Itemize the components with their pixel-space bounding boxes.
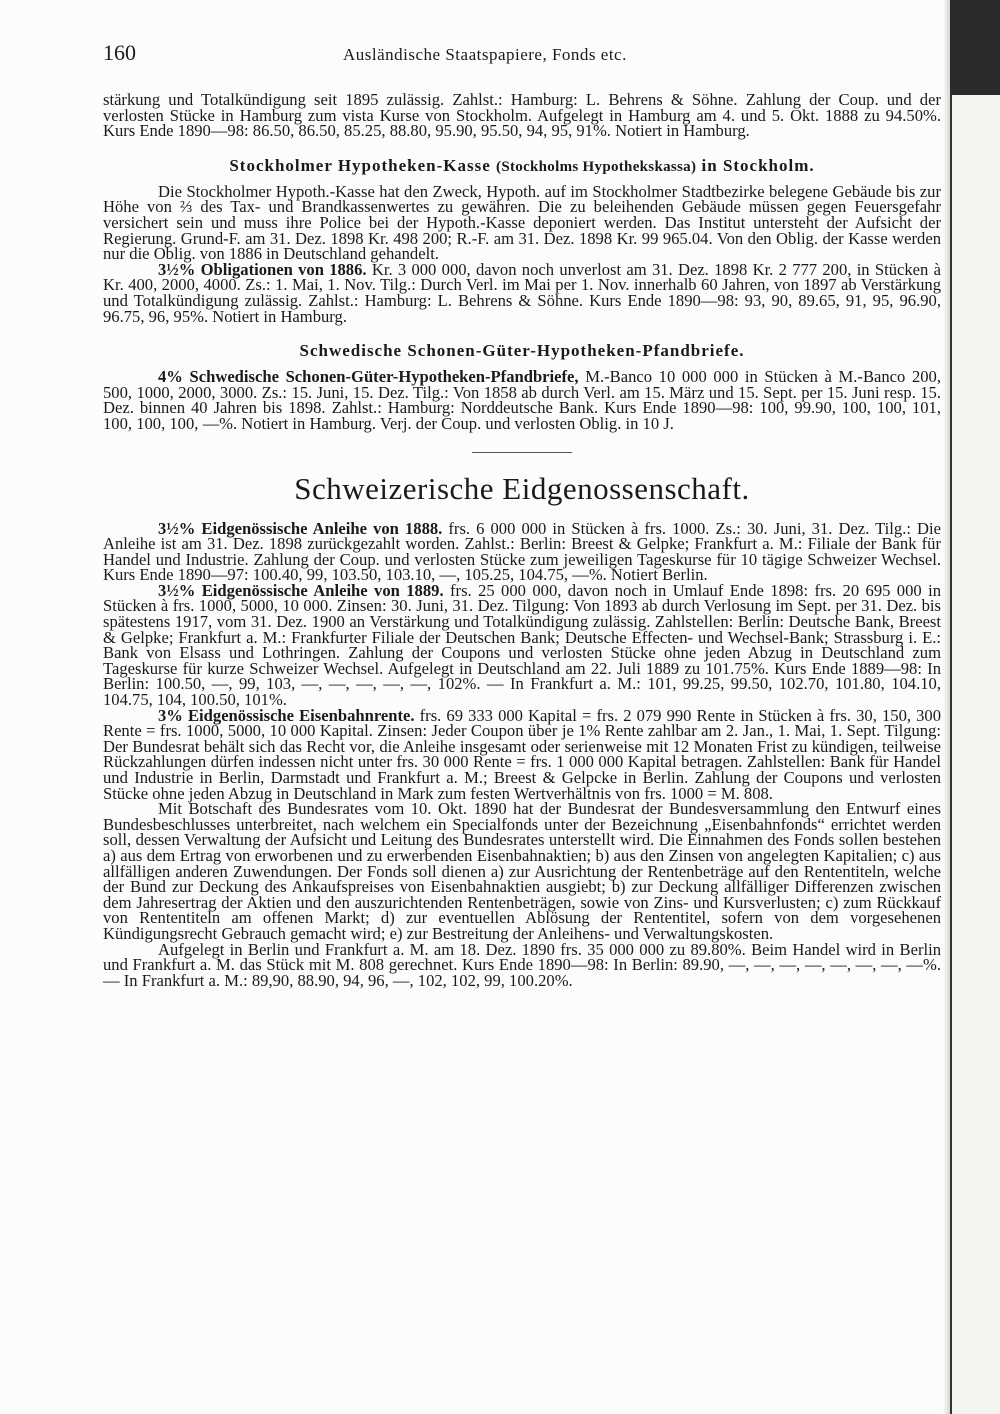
stockholm-obligations <box>103 259 941 326</box>
page-header <box>103 40 941 80</box>
section-title-stockholm <box>103 156 941 176</box>
page-fold-shadow <box>943 0 950 1414</box>
title-end: in Stockholm. <box>701 155 815 175</box>
swiss-railway-fund: Mit Botschaft des Bundesrates vom 10. Okt. 1890 hat der Bundesrat der Bundesversammlung den Entwurf eines Bundesbeschlusses unterbreitet, nach welchem ein Specialfonds unter der Bezeichnung „Eisenbahnfonds“ errichtet werden soll, dessen Verwaltung der Aufsicht und Leitung des Bundesrates unterstellt wird. Die Einnahmen des Fonds sollen bestehen a) aus dem Ertrag von erworbenen und zu erwerbenden Eisenbahnaktien; b) aus den Zinsen von angelegten Kapitalien; c) aus allfälligen anderen Zuwendungen. Der Fonds soll dienen a) zur Ausrichtung der Rentenbeträge auf den Rententiteln, welche der Bund zur Deckung des Ankaufspreises von Eisenbahnaktien ausgiebt; b) zur Deckung allfälliger Differenzen zwischen dem Jahresertrag der Aktien und den auszurichtenden Rentenbeträgen, sowie von Zins- und Kursverlusten; c) zum Rückkauf von Rententiteln am offenen Markt; d) zur eventuellen Ablösung der Rententitel, sofern von dem vorgesehenen Kündigungsrecht Gebrauch gemacht wird; e) zur Bestreitung der Anleihens- und Verwaltungskosten. <box>103 799 941 943</box>
swiss-railway-rent <box>103 705 941 803</box>
main-column <box>103 40 941 988</box>
running-head: Ausländische Staatspapiere, Fonds etc. <box>343 45 627 64</box>
bond-text: frs. 69 333 000 Kapital = frs. 2 079 990 Rente in Stücken à frs. 30, 150, 300 Rente = frs. 1000, 5000, 10 000 Kapital. Zinsen: Jeder Coupon über je 1% Rente zahlbar am 2. Jan., 1. Mai, 1. Sept. Tilgung: Der Bundesrat behält sich das Recht vor, die Anleihe insgesamt oder serienweise mit 12 Monaten Frist zu kündigen, teilweise Rückzahlungen dürfen indessen nicht unter frs. 30 000 Rente = frs. 1 000 000 Kapital betragen. Zahlstellen: Bank für Handel und Industrie in Berlin, Darmstadt und Frankfurt a. M.; Breest & Gelpcke in Berlin. Zahlung der Coupons und verlosten Stücke ohne jeden Abzug in Deutschland in Mark zum festen Wertverhältnis von frs. 1000 = M. 808. <box>103 705 941 803</box>
title-sub: (Stockholms Hypothekskassa) <box>496 158 697 175</box>
swiss-loan-1888 <box>103 518 941 585</box>
bond-text: M.-Banco 10 000 000 in Stücken à M.-Banco 200, 500, 1000, 2000, 3000. Zs.: 15. Juni, 15. Dez. Tilg.: Von 1858 ab durch Verl. am 15. März und 15. Sept. per 15. Juni resp. 15. Dez. binnen 40 Jahren bis 1898. Zahlst.: Hamburg: Norddeutsche Bank. Kurs Ende 1890—98: 100, 99.90, 100, 100, 101, 100, 100, 100, —%. Notiert in Hamburg. Verj. der Coup. und verlosten Oblig. in 10 J. <box>103 367 941 433</box>
chapter-title: Schweizerische Eidgenossenschaft. <box>294 470 750 506</box>
bond-text: frs. 25 000 000, davon noch in Umlauf Ende 1898: frs. 20 695 000 in Stücken à frs. 1000, 5000, 10 000. Zinsen: 30. Juni, 31. Dez. Tilgung: Von 1893 ab durch Verlosung im Sept. per 31. Dez. bis spätestens 1917, vom 31. Dez. 1900 an Verstärkung und Totalkündigung zulässig. Zahlstellen: Berlin: Deutsche Bank, Breest & Gelpke; Frankfurt a. M.: Frankfurter Filiale der Deutschen Bank; Deutsche Effecten- und Wechsel-Bank; Strassburg i. E.: Bank von Elsass und Lothringen. Zahlung der Coupons und verlosten Stücke ohne jeden Abzug in Deutschland zum Tageskurse für kurze Schweizer Wechsel. Aufgelegt in Deutschland am 22. Juli 1889 zu 101.75%. Kurs Ende 1889—98: In Berlin: 100.50, —, 99, 103, —, —, —, —, —, 102%. — In Frankfurt a. M.: 101, 99.25, 99.50, 102.70, 101.80, 104.10, 104.75, 104, 100.50, 101%. <box>103 580 942 710</box>
bond-heading: 4% Schwedische Schonen-Güter-Hypotheken-Pfandbriefe, <box>158 367 579 387</box>
bond-heading: 3% Eidgenössische Eisenbahnrente. <box>158 705 415 725</box>
title-main: Stockholmer Hypotheken-Kasse <box>229 155 491 175</box>
adjacent-page-strip <box>950 95 1000 1414</box>
page-number: 160 <box>103 40 136 65</box>
section-divider <box>472 452 572 453</box>
bond-heading: 3½% Obligationen von 1886. <box>158 259 367 279</box>
scan-edge-top <box>945 0 1000 95</box>
section-title-schonen <box>103 341 941 361</box>
bond-text: Kr. 3 000 000, davon noch unverlost am 31. Dez. 1898 Kr. 2 777 200, in Stücken à Kr. 400, 2000, 4000. Zs.: 1. Mai, 1. Nov. Tilg.: Durch Verl. im Mai per 1. Nov. innerhalb 60 Jahren, von 1897 ab Verstärkung und Totalkündigung zulässig. Zahlst.: Hamburg: L. Behrens & Söhne. Kurs Ende 1890—98: 93, 90, 89.65, 91, 95, 96.90, 96.75, 96, 95%. Notiert in Hamburg. <box>103 259 941 326</box>
stockholm-paragraph: Die Stockholmer Hypoth.-Kasse hat den Zweck, Hypoth. auf im Stockholmer Stadtbezirke belegene Gebäude bis zur Höhe von ⅔ des Tax- und Brandkassenwertes zu gewähren. Die zu beleihenden Gebäude müssen gegen Feuersgefahr versichert sein und muss ihre Police bei der Hypoth.-Kasse deponiert werden. Das Institut untersteht der Aufsicht der Regierung. Grund-F. am 31. Dez. 1898 Kr. 498 200; R.-F. am 31. Dez. 1898 Kr. 99 965.04. Von den Oblig. der Kasse werden nur die Oblig. von 1886 in Deutschland gehandelt. <box>103 181 941 264</box>
bond-heading: 3½% Eidgenössische Anleihe von 1888. <box>158 518 443 538</box>
swiss-railway-issue: Aufgelegt in Berlin und Frankfurt a. M. am 18. Dez. 1890 frs. 35 000 000 zu 89.80%. Beim Handel wird in Berlin und Frankfurt a. M. das Stück mit M. 808 gerechnet. Kurs Ende 1890—98: In Berlin: 89.90, —, —, —, —, —, —, —, —%. — In Frankfurt a. M.: 89,90, 88.90, 94, 96, —, 102, 102, 99, 100.20%. <box>103 939 941 990</box>
bond-heading: 3½% Eidgenössische Anleihe von 1889. <box>158 580 444 600</box>
intro-paragraph: stärkung und Totalkündigung seit 1895 zulässig. Zahlst.: Hamburg: L. Behrens & Söhne. Zahlung der Coup. und der verlosten Stücke in Hamburg zum vista Kurse von Stockholm. Aufgelegt in Hamburg am 4. und 5. Okt. 1888 zu 94.50%. Kurs Ende 1890—98: 86.50, 86.50, 85.25, 88.80, 95.90, 95.50, 94, 95, 91%. Notiert in Hamburg. <box>103 90 941 141</box>
swiss-loan-1889 <box>103 580 942 710</box>
title-main: Schwedische Schonen-Güter-Hypotheken-Pfandbriefe. <box>299 341 745 361</box>
bond-text: frs. 6 000 000 in Stücken à frs. 1000. Zs.: 30. Juni, 31. Dez. Tilg.: Die Anleihe ist am 31. Dez. 1898 zurückgezahlt worden. Zahlst.: Berlin: Breest & Gelpke; Frankfurt a. M.: Filiale der Bank für Handel und Industrie. Zahlung der Coup. und verlosten Stücke zum jeweiligen Tageskurse für 10 tägige Schweizer Wechsel. Kurs Ende 1890—97: 100.40, 99, 103.50, 103.10, —, 105.25, 104.75, —%. Notiert Berlin. <box>103 518 941 585</box>
schonen-paragraph <box>103 369 941 431</box>
